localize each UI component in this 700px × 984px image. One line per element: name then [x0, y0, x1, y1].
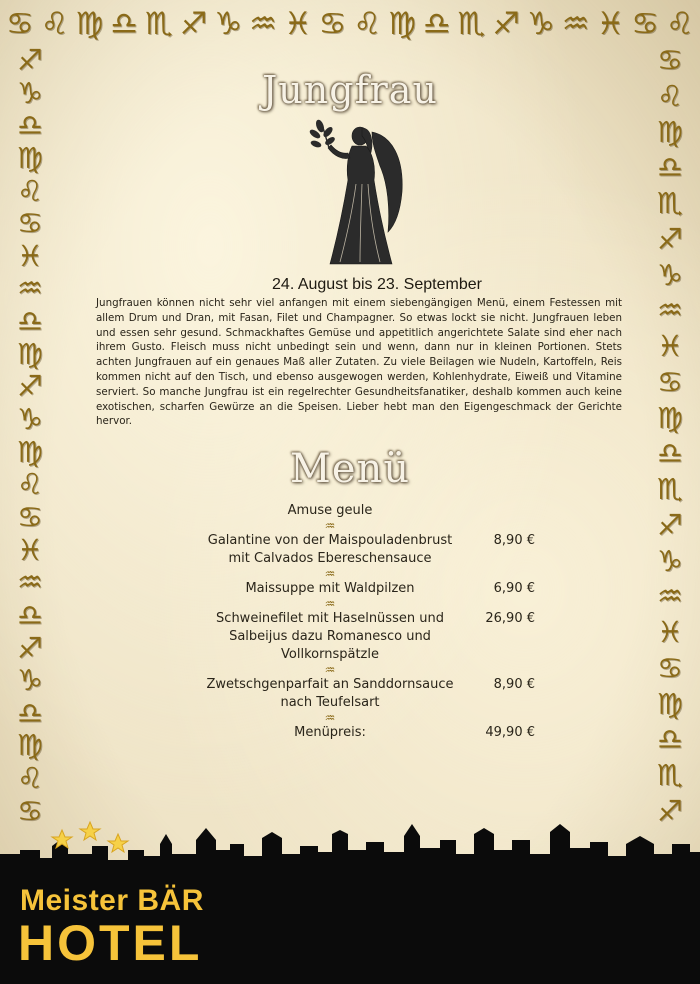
zodiac-glyph-icon: ♓ [17, 238, 43, 273]
zodiac-glyph-icon: ♑ [657, 543, 683, 578]
zodiac-glyph-icon: ♋ [631, 6, 660, 42]
zodiac-glyph-icon: ♑ [527, 6, 555, 42]
zodiac-glyph-icon: ♋ [318, 6, 347, 42]
course-price: 8,90 € [493, 533, 535, 548]
zodiac-glyph-icon: ♌ [17, 173, 43, 208]
zodiac-glyph-icon: ♒ [17, 271, 43, 306]
zodiac-glyph-icon: ♓ [283, 6, 312, 42]
zodiac-glyph-icon: ♌ [657, 78, 683, 113]
menu-total-label: Menüpreis: [294, 725, 366, 740]
zodiac-glyph-icon: ♍ [657, 686, 683, 721]
menu-list [205, 502, 545, 742]
course-name: Galantine von der Maispouladenbrust mit Calvados Ebereschensauce [207, 533, 453, 566]
zodiac-glyph-icon: ♌ [17, 761, 43, 796]
zodiac-glyph-icon: ♏ [144, 6, 173, 42]
page-title: Jungfrau [262, 68, 438, 112]
course-price: 8,90 € [493, 677, 535, 692]
zodiac-glyph-icon: ♍ [75, 6, 104, 42]
zodiac-glyph-icon: ♋ [657, 650, 683, 685]
intro-text: Jungfrauen können nicht sehr viel anfangen mit einem siebengängigen Menü, einem Festessen mit allem Drum und Dran, mit Fasan, Filet und Champagner. So etwas lockt sie nicht. Jungfrauen leben und essen sehr gesund. Schmackhaftes Gemüse und appetitlich angerichtete Salate sind eher nach ihrem Gusto. Fleisch muss nicht unbedingt sein und wenn, dann nur in kleinen Portionen. Stets achten Jungfrauen auf ein genaues Maß aller Zutaten. Zu viele Beilagen wie Nudeln, Kartoffeln, Reis kommen nicht auf den Tisch, und ebenso ausgewogen werden, Kohlenhydrate, Eiweiß und Vitamine serviert. So manche Jungfrau ist ein regelrechter Gesundheitsfanatiker, deshalb kommen auch keine exotischen, scharfen Gewürze an die Speisen. Lieber hebt man den Eigengeschmack der Gerichte hervor. [96, 297, 622, 428]
zodiac-glyph-icon: ♍ [17, 140, 43, 175]
menu-course [205, 502, 545, 520]
zodiac-glyph-icon: ♌ [40, 6, 69, 42]
zodiac-glyph-icon: ♐ [179, 6, 208, 42]
zodiac-glyph-icon: ♐ [657, 793, 683, 828]
menu-title: Menü [289, 446, 411, 492]
course-name: Maissuppe mit Waldpilzen [245, 581, 415, 596]
zodiac-border-left [8, 43, 52, 828]
zodiac-glyph-icon: ♋ [657, 364, 683, 399]
zodiac-glyph-icon: ♍ [657, 400, 683, 435]
zodiac-glyph-icon: ♋ [657, 43, 683, 77]
zodiac-glyph-icon: ♎ [17, 304, 43, 339]
zodiac-glyph-icon: ♓ [657, 329, 683, 363]
zodiac-glyph-icon: ♒ [249, 6, 277, 42]
zodiac-glyph-icon: ♍ [657, 114, 683, 149]
zodiac-glyph-icon: ♏ [457, 6, 486, 42]
course-name: Zwetschgenparfait an Sanddornsauce nach Teufelsart [206, 677, 454, 710]
aquarius-divider-icon: ♒ [324, 567, 336, 581]
menu-total [205, 724, 545, 742]
menu-course [205, 580, 545, 598]
zodiac-border-right [648, 43, 692, 828]
zodiac-glyph-icon: ♐ [17, 43, 43, 77]
aquarius-divider-icon: ♒ [324, 663, 336, 677]
zodiac-glyph-icon: ♑ [17, 75, 43, 110]
zodiac-glyph-icon: ♎ [657, 150, 683, 185]
zodiac-glyph-icon: ♍ [17, 336, 43, 371]
aquarius-divider-icon: ♒ [324, 519, 336, 533]
menu-course [205, 610, 545, 664]
hotel-logo-name: Meister BÄR [20, 884, 204, 917]
aquarius-divider-icon: ♒ [324, 597, 336, 611]
zodiac-glyph-icon: ♏ [657, 472, 683, 506]
menu-course [205, 676, 545, 712]
zodiac-glyph-icon: ♎ [17, 597, 43, 632]
zodiac-glyph-icon: ♓ [17, 532, 43, 567]
zodiac-glyph-icon: ♒ [561, 6, 590, 42]
zodiac-glyph-icon: ♑ [214, 6, 243, 42]
virgo-figure-icon [300, 114, 420, 274]
hotel-logo-word: HOTEL [18, 915, 203, 971]
zodiac-glyph-icon: ♓ [657, 615, 683, 649]
zodiac-glyph-icon: ♎ [657, 722, 683, 757]
zodiac-glyph-icon: ♋ [6, 6, 34, 42]
zodiac-glyph-icon: ♏ [657, 186, 683, 220]
zodiac-glyph-icon: ♒ [17, 565, 43, 600]
zodiac-glyph-icon: ♎ [17, 695, 43, 730]
zodiac-glyph-icon: ♎ [657, 436, 683, 471]
menu-total-price: 49,90 € [485, 725, 535, 740]
zodiac-glyph-icon: ♐ [17, 369, 43, 404]
course-name: Schweinefilet mit Haselnüssen und Salbeijus dazu Romanesco und Vollkornspätzle [216, 611, 444, 662]
zodiac-glyph-icon: ♑ [17, 402, 43, 437]
zodiac-glyph-icon: ♐ [17, 630, 43, 665]
zodiac-glyph-icon: ♎ [110, 6, 138, 42]
zodiac-glyph-icon: ♍ [388, 6, 416, 42]
zodiac-glyph-icon: ♑ [17, 663, 43, 698]
zodiac-glyph-icon: ♐ [657, 507, 683, 542]
zodiac-glyph-icon: ♓ [596, 6, 625, 42]
zodiac-glyph-icon: ♋ [17, 206, 43, 241]
zodiac-glyph-icon: ♐ [657, 221, 683, 256]
aquarius-divider-icon: ♒ [324, 711, 336, 725]
zodiac-glyph-icon: ♋ [17, 793, 43, 828]
zodiac-glyph-icon: ♋ [17, 499, 43, 534]
zodiac-glyph-icon: ♍ [17, 728, 43, 763]
zodiac-glyph-icon: ♌ [665, 6, 694, 42]
course-price: 26,90 € [485, 611, 535, 626]
zodiac-glyph-icon: ♎ [17, 108, 43, 143]
menu-course [205, 532, 545, 568]
zodiac-glyph-icon: ♐ [492, 6, 521, 42]
course-name: Amuse geule [287, 503, 373, 518]
zodiac-glyph-icon: ♌ [353, 6, 382, 42]
zodiac-glyph-icon: ♍ [17, 434, 43, 469]
zodiac-glyph-icon: ♒ [657, 579, 683, 614]
course-price: 6,90 € [493, 581, 535, 596]
zodiac-glyph-icon: ♒ [657, 293, 683, 328]
zodiac-glyph-icon: ♏ [657, 758, 683, 792]
date-range: 24. August bis 23. September [272, 276, 482, 293]
zodiac-glyph-icon: ♎ [422, 6, 451, 42]
zodiac-glyph-icon: ♑ [657, 257, 683, 292]
zodiac-border-top [0, 4, 700, 44]
zodiac-glyph-icon: ♌ [17, 467, 43, 502]
